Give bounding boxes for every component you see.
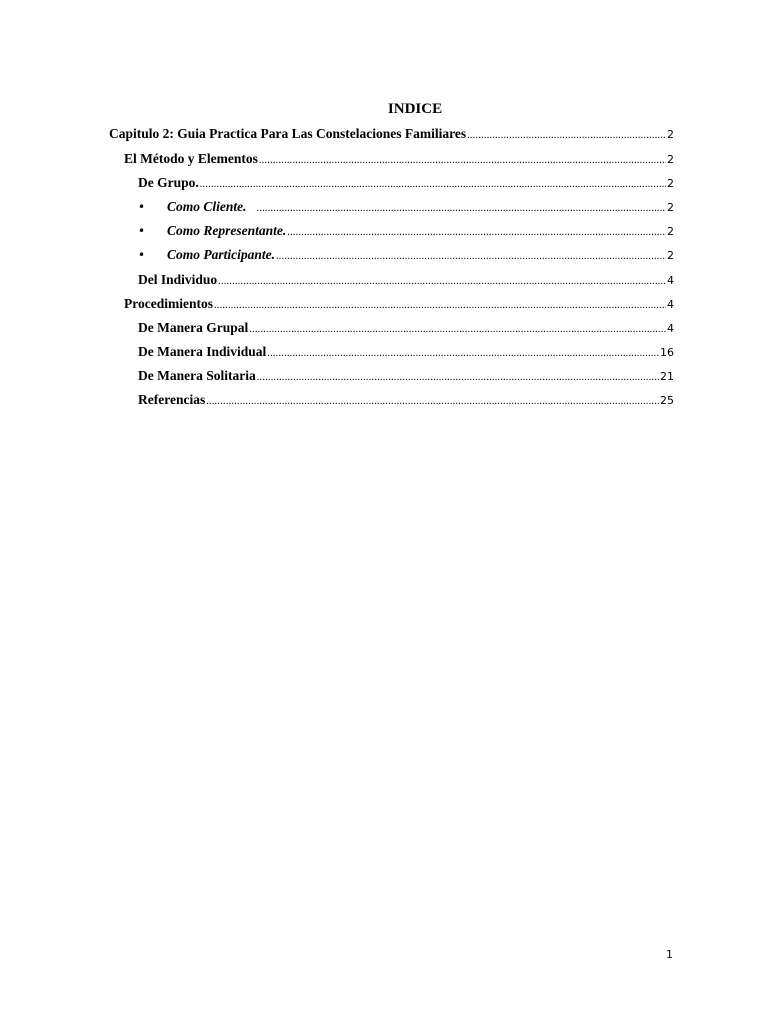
toc-entry-label: De Manera Solitaria <box>138 368 256 383</box>
toc-entry-page: 4 <box>667 274 674 287</box>
toc-entry-label: De Manera Grupal <box>138 320 249 335</box>
toc-entry-label: Referencias <box>138 392 206 407</box>
toc-entry-page: 2 <box>667 153 674 166</box>
toc-entry[interactable] <box>138 392 674 412</box>
toc-entry[interactable] <box>138 272 674 292</box>
toc-entry[interactable] <box>138 320 674 340</box>
toc-leader-dots <box>218 276 666 287</box>
toc-leader-dots <box>276 251 666 262</box>
bullet-icon: • <box>138 224 146 238</box>
toc-entry-label: El Método y Elementos <box>124 151 258 166</box>
toc-leader-dots <box>200 179 666 190</box>
toc-entry[interactable] <box>167 247 674 267</box>
toc-leader-dots <box>287 227 666 238</box>
toc-entry-label: Como Cliente. <box>167 199 247 214</box>
toc-entry-page: 2 <box>667 225 674 238</box>
toc-entry-page: 4 <box>667 322 674 335</box>
toc-entry-label: Capitulo 2: Guia Practica Para Las Constelaciones Familiares <box>109 126 467 141</box>
toc-entry-page: 2 <box>667 201 674 214</box>
toc-entry-page: 2 <box>667 177 674 190</box>
toc-leader-dots <box>249 324 666 335</box>
bullet-icon: • <box>138 248 146 262</box>
toc-entry[interactable] <box>138 344 674 364</box>
toc-leader-dots <box>214 300 666 311</box>
page-number: 1 <box>666 948 673 961</box>
toc-leader-dots <box>257 372 659 383</box>
bullet-icon: • <box>138 200 146 214</box>
toc-entry[interactable] <box>124 151 674 171</box>
toc-entry-label: De Grupo. <box>138 175 199 190</box>
toc-entry-page: 25 <box>660 394 674 407</box>
toc-entry-page: 16 <box>660 346 674 359</box>
toc-leader-dots <box>267 348 659 359</box>
toc-leader-dots <box>206 396 659 407</box>
toc-entry-page: 2 <box>667 249 674 262</box>
toc-entry-page: 4 <box>667 298 674 311</box>
toc-entry-label: Como Participante. <box>167 247 275 262</box>
toc-entry-label: Como Representante. <box>167 223 287 238</box>
toc-leader-dots <box>257 203 666 214</box>
toc-leader-dots <box>259 155 666 166</box>
toc-title: INDICE <box>387 101 443 117</box>
toc-leader-dots <box>467 130 666 141</box>
toc-entry-page: 21 <box>660 370 674 383</box>
toc-entry[interactable] <box>138 175 674 195</box>
toc-entry[interactable] <box>109 126 674 146</box>
toc-entry-page: 2 <box>667 128 674 141</box>
toc-entry-label: Del Individuo <box>138 272 218 287</box>
toc-entry[interactable] <box>124 296 674 316</box>
toc-entry[interactable] <box>138 368 674 388</box>
toc-entry[interactable] <box>167 223 674 243</box>
toc-entry-label: De Manera Individual <box>138 344 267 359</box>
toc-entry[interactable] <box>167 199 674 219</box>
toc-entry-label: Procedimientos <box>124 296 213 311</box>
